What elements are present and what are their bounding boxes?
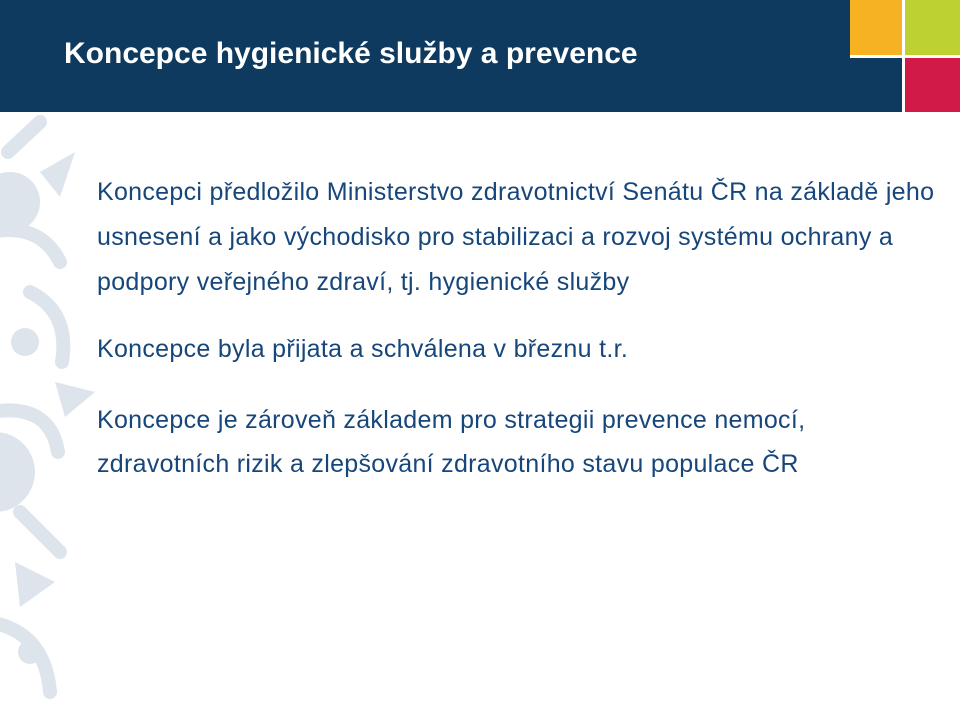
logo-tile-yellow <box>850 0 902 55</box>
logo-divider-horizontal <box>850 55 960 58</box>
logo-tile-blue <box>850 58 902 112</box>
slide-title: Koncepce hygienické služby a prevence <box>64 37 638 70</box>
slide-body <box>97 170 937 486</box>
logo-tile-green <box>905 0 960 55</box>
paragraph-strategy: Koncepce je zároveň základem pro strategii prevence nemocí, zdravotních rizik a zlepšování zdravotního stavu populace ČR <box>97 406 806 478</box>
logo-tile-red <box>905 58 960 112</box>
paragraph-concept-origin: Koncepci předložilo Ministerstvo zdravotnictví Senátu ČR na základě jeho usnesení a jako východisko pro stabilizaci a rozvoj systému ochrany a podpory veřejného zdraví, tj. hygienické služby <box>97 178 935 296</box>
paragraph-approval: Koncepce byla přijata a schválena v březnu t.r. <box>97 335 629 363</box>
title-bar <box>0 0 960 112</box>
